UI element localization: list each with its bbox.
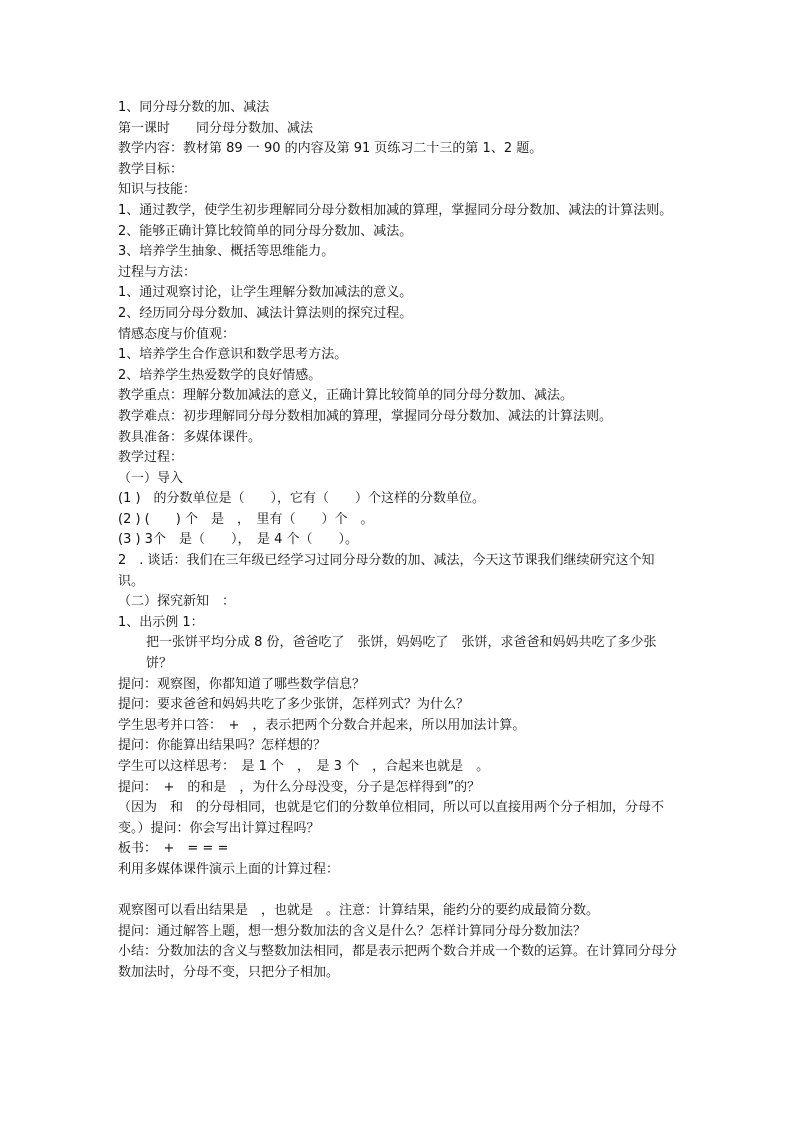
- emotion-heading: 情感态度与价值观：: [118, 326, 236, 342]
- ask-1: 提问：观察图，你都知道了哪些数学信息？: [118, 676, 366, 692]
- process-item-1: 1、通过观察讨论，让学生理解分数加减法的意义。: [118, 285, 413, 301]
- emotion-item-2: 2、培养学生热爱数学的良好情感。: [118, 367, 322, 383]
- content-line: 教学内容：教材第 89 一 90 的内容及第 91 页练习二十三的第 1、2 题。: [118, 141, 543, 157]
- board-line: 板书： + = = =: [118, 841, 229, 857]
- demo-line: 利用多媒体课件演示上面的计算过程：: [118, 861, 340, 877]
- question-2: (2 ) ( ) 个 是 ， 里有（ ）个 。: [118, 511, 374, 527]
- procedure-heading: 教学过程：: [118, 450, 184, 466]
- doc-title: 1、同分母分数的加、减法: [118, 100, 270, 115]
- ask-4: 提问： + 的和是 ，为什么分母没变，分子是怎样得到”的？: [118, 779, 481, 795]
- emotion-item-1: 1、培养学生合作意识和数学思考方法。: [118, 347, 348, 363]
- knowledge-item-3: 3、培养学生抽象、概括等思维能力。: [118, 244, 335, 260]
- ask-2: 提问：要求爸爸和妈妈共吃了多少张饼，怎样列式？为什么？: [118, 697, 470, 713]
- because-paragraph: （因为 和 的分母相同，也就是它们的分数单位相同，所以可以直接用两个分子相加，分母不变。）提问：你会写出计算过程吗？: [118, 800, 665, 836]
- document-page: [118, 98, 678, 984]
- goals-heading: 教学目标：: [118, 161, 184, 177]
- tools: 教具准备：多媒体课件。: [118, 429, 262, 445]
- observe-line: 观察图可以看出结果是 ，也就是 。注意：计算结果，能约分的要约成最简分数。: [118, 903, 600, 919]
- example-heading: 1、出示例 1：: [118, 614, 204, 630]
- blank-gap: [118, 881, 678, 902]
- knowledge-item-1: 1、通过教学，使学生初步理解同分母分数相加减的算理，掌握同分母分数加、减法的计算法则。: [118, 202, 673, 218]
- student-answer-1: 学生思考并口答： + ，表示把两个分数合并起来，所以用加法计算。: [118, 717, 526, 733]
- process-heading: 过程与方法：: [118, 264, 197, 280]
- question-1: (1 ) 的分数单位是（ ），它有（ ）个这样的分数单位。: [118, 491, 486, 507]
- ask-5: 提问：通过解答上题，想一想分数加法的含义是什么？怎样计算同分母分数加法？: [118, 923, 587, 939]
- ask-3: 提问：你能算出结果吗？怎样想的？: [118, 738, 327, 754]
- knowledge-heading: 知识与技能：: [118, 182, 197, 198]
- knowledge-item-2: 2、能够正确计算比较简单的同分母分数加、减法。: [118, 223, 413, 239]
- section-explore: （二）探究新知 ：: [118, 594, 236, 610]
- example-text: 把一张饼平均分成 8 份，爸爸吃了 张饼，妈妈吃了 张饼，求爸爸和妈妈共吃了多少张饼？: [146, 635, 657, 672]
- talk-paragraph: 2 . 谈话：我们在三年级已经学习过同分母分数的加、减法，今天这节课我们继续研究这个知识。: [118, 553, 655, 589]
- process-item-2: 2、经历同分母分数加、减法计算法则的探究过程。: [118, 305, 413, 321]
- difficulty: 教学难点：初步理解同分母分数相加减的算理，掌握同分母分数加、减法的计算法则。: [118, 408, 613, 424]
- summary-paragraph: 小结：分数加法的含义与整数加法相同，都是表示把两个数合并成一个数的运算。在计算同分母分数加法时，分母不变，只把分子相加。: [118, 944, 678, 980]
- key-point: 教学重点：理解分数加减法的意义，正确计算比较简单的同分母分数加、减法。: [118, 388, 574, 404]
- question-3: (3 ) 3个 是（ ）， 是 4 个（ ）。: [118, 532, 358, 548]
- section-intro: （一）导入: [118, 470, 184, 486]
- student-answer-2: 学生可以这样思考： 是 1 个 ， 是 3 个 ，合起来也就是 。: [118, 759, 490, 774]
- lesson-line: 第一课时 同分母分数加、减法: [118, 120, 314, 136]
